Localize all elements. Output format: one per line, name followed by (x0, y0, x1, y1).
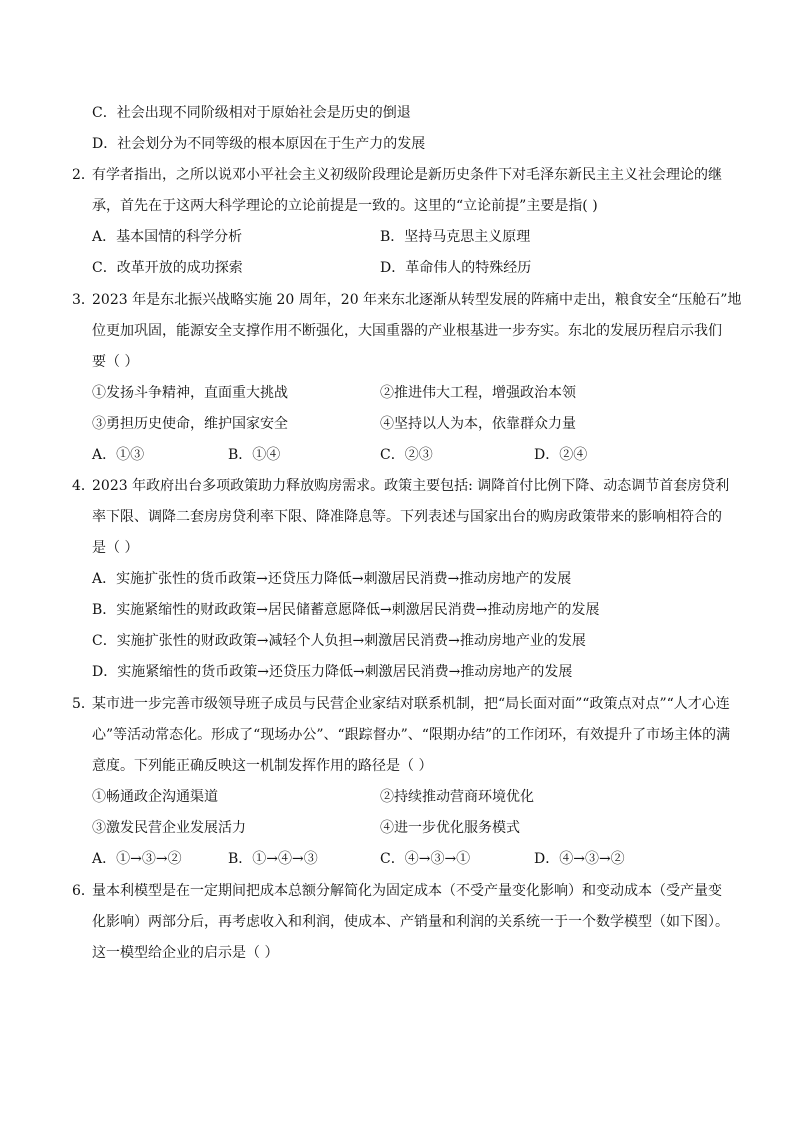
q4-option-c: C．实施扩张性的财政政策→减轻个人负担→刺激居民消费→推动房地产业的发展 (92, 633, 586, 649)
q3-number: 3． (72, 292, 95, 308)
q5-option-b: B．①→④→③ (228, 851, 318, 867)
q3-item-3: ③勇担历史使命，维护国家安全 (92, 416, 288, 432)
q4-option-b: B．实施紧缩性的财政政策→居民储蓄意愿降低→刺激居民消费→推动房地产的发展 (92, 602, 600, 618)
q6-stem-line-2: 化影响）两部分后，再考虑收入和利润，使成本、产销量和利润的关系统一于一个数学模型（如下图）。 (92, 914, 729, 930)
q1-option-d: D．社会划分为不同等级的根本原因在于生产力的发展 (92, 136, 426, 152)
q5-stem-line-2: 心”等活动常态化。形成了“现场办公”、“跟踪督办”、“限期办结”的工作闭环，有效提升了市场主体的满 (92, 727, 731, 743)
q6-stem-line-3: 这一模型给企业的启示是（ ） (92, 945, 279, 961)
q6-stem-line-1: 量本利模型是在一定期间把成本总额分解简化为固定成本（不受产量变化影响）和变动成本（受产量变 (92, 883, 722, 899)
q5-item-3: ③激发民营企业发展活力 (92, 820, 246, 836)
q4-stem-line-1: 2023 年政府出台多项政策助力释放购房需求。政策主要包括: 调降首付比例下降、动态调节首套房贷利 (92, 478, 730, 494)
q3-stem-line-1: 2023 年是东北振兴战略实施 20 周年，20 年来东北逐渐从转型发展的阵痛中走出，粮食安全“压舱石”地 (92, 292, 742, 308)
q5-item-1: ①畅通政企沟通渠道 (92, 789, 218, 805)
q5-stem-line-3: 意度。下列能正确反映这一机制发挥作用的路径是（ ） (92, 758, 433, 774)
q3-option-d: D．②④ (534, 447, 588, 463)
q5-option-d: D．④→③→② (534, 851, 625, 867)
q4-stem-line-2: 率下限、调降二套房房贷利率下限、降准降息等。下列表述与国家出台的购房政策带来的影响相符合的 (92, 509, 722, 525)
q1-option-c: C．社会出现不同阶级相对于原始社会是历史的倒退 (92, 105, 411, 121)
q4-option-a: A．实施扩张性的货币政策→还贷压力降低→刺激居民消费→推动房地产的发展 (92, 571, 572, 587)
q5-stem-line-1: 某市进一步完善市级领导班子成员与民营企业家结对联系机制，把“局长面对面”“政策点对点”“人才心连 (92, 696, 730, 712)
q2-stem-line-1: 有学者指出，之所以说邓小平社会主义初级阶段理论是新历史条件下对毛泽东新民主主义社会理论的继 (92, 167, 722, 183)
q3-stem-line-3: 要（ ） (92, 354, 139, 370)
q2-number: 2． (72, 167, 95, 183)
q6-number: 6． (72, 883, 95, 899)
q5-item-4: ④进一步优化服务模式 (380, 820, 520, 836)
q2-option-a: A．基本国情的科学分析 (92, 229, 243, 245)
q3-option-c: C．②③ (380, 447, 433, 463)
q4-option-d: D．实施紧缩性的货币政策→还贷压力降低→刺激居民消费→推动房地产的发展 (92, 664, 573, 680)
q5-option-c: C．④→③→① (380, 851, 471, 867)
q4-stem-line-3: 是（ ） (92, 540, 139, 556)
q5-option-a: A．①→③→② (92, 851, 182, 867)
q3-item-2: ②推进伟大工程，增强政治本领 (380, 385, 576, 401)
q3-stem-line-2: 位更加巩固，能源安全支撑作用不断强化，大国重器的产业根基进一步夯实。东北的发展历程启示我们 (92, 323, 722, 339)
q2-option-c: C．改革开放的成功探索 (92, 260, 243, 276)
q5-item-2: ②持续推动营商环境优化 (380, 789, 534, 805)
q4-number: 4． (72, 478, 95, 494)
q2-stem-line-2: 承，首先在于这两大科学理论的立论前提是一致的。这里的“立论前提”主要是指( ) (92, 198, 598, 214)
q3-item-1: ①发扬斗争精神，直面重大挑战 (92, 385, 288, 401)
q3-option-a: A．①③ (92, 447, 145, 463)
q3-option-b: B．①④ (228, 447, 281, 463)
q2-option-d: D．革命伟人的特殊经历 (380, 260, 532, 276)
q5-number: 5． (72, 696, 95, 712)
q3-item-4: ④坚持以人为本，依靠群众力量 (380, 416, 576, 432)
q2-option-b: B．坚持马克思主义原理 (380, 229, 531, 245)
